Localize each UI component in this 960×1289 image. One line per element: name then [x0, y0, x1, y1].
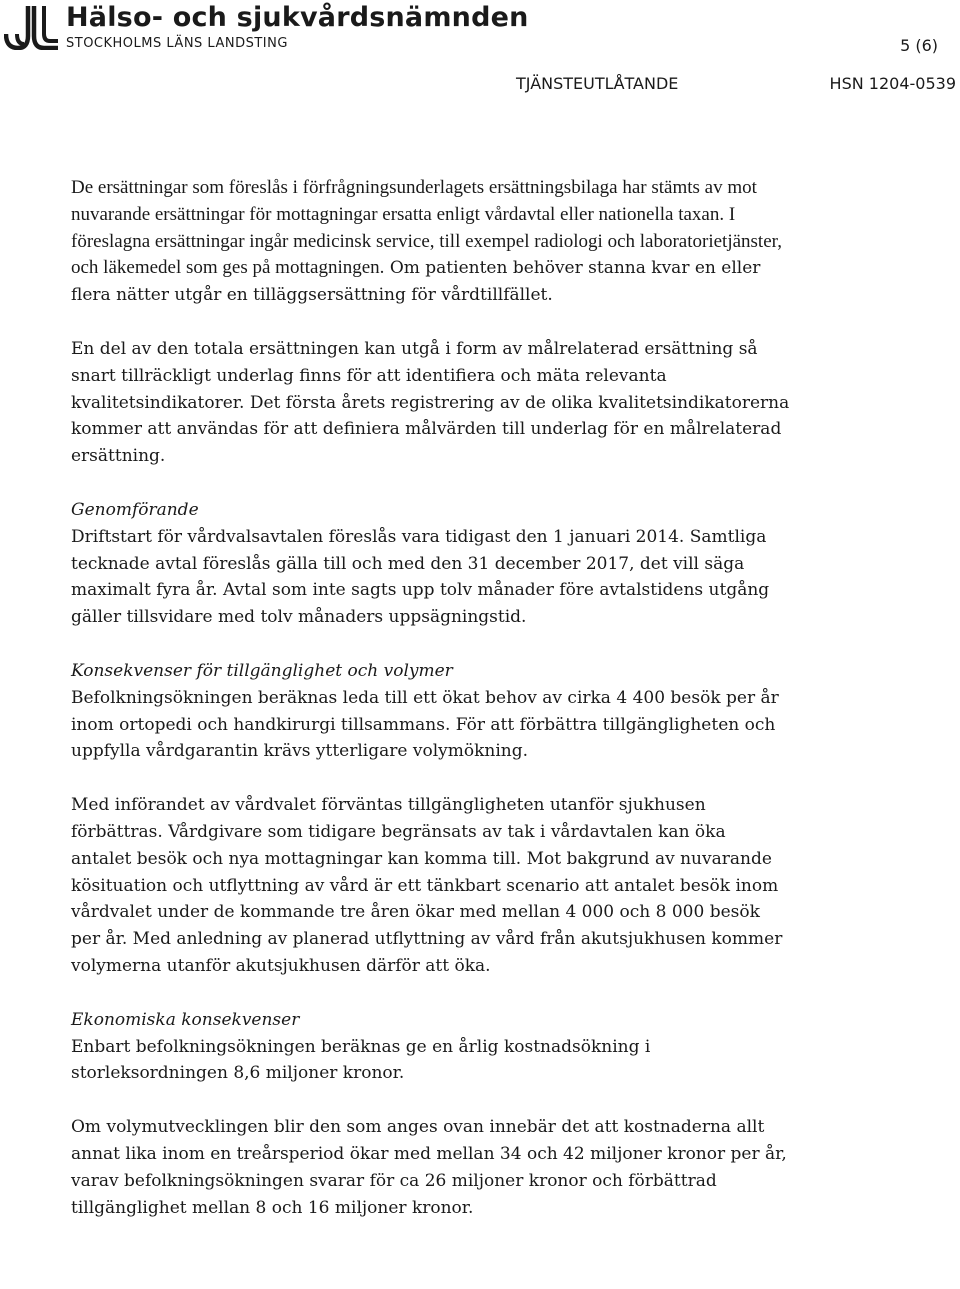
document-type: TJÄNSTEUTLÅTANDE [516, 74, 679, 93]
paragraph-befolkning: Befolkningsökningen beräknas leda till ett ökat behov av cirka 4 400 besök per år inom ortopedi och handkirurgi tillsammans. För att förbättra tillgängligheten och uppfylla vårdgarantin krävs ytterligare volymökning. [71, 687, 779, 762]
paragraph-volymutveckling: Om volymutvecklingen blir den som anges ovan innebär det att kostnaderna allt annat lika inom en treårsperiod ökar med mellan 34 och 42 miljoner kronor per år, varav befolkningsökningen svarar för ca 26 miljoner kronor och förbättrad tillgänglighet mellan 8 och 16 miljoner kronor. [71, 1117, 787, 1218]
org-subtitle: STOCKHOLMS LÄNS LANDSTING [66, 36, 288, 51]
paragraph-ersattningar [71, 175, 791, 309]
heading-konsekvenser: Konsekvenser för tillgänglighet och volymer [71, 660, 453, 681]
page-number: 5 (6) [900, 36, 938, 55]
paragraph-lede: De ersättningar som föreslås i förfrågningsunderlagets ersättningsbilaga har stämts av mot nuvarande ersättningar för mottagningar ersatta enligt vårdavtal eller nationella taxan. I föreslagna ersättningar ingår medicinsk service, till exempel radiologi och laboratorietjänster, och läkemedel som ges på mottagningen. [71, 177, 782, 279]
document-id: HSN 1204-0539 [829, 74, 956, 93]
org-name: Hälso- och sjukvårdsnämnden [66, 2, 529, 33]
heading-genomforande: Genomförande [71, 499, 199, 520]
paragraph-kostnadsokning: Enbart befolkningsökningen beräknas ge en årlig kostnadsökning i storleksordningen 8,6 miljoner kronor. [71, 1036, 651, 1084]
heading-ekonomiska: Ekonomiska konsekvenser [71, 1009, 300, 1030]
paragraph-genomforande: Driftstart för vårdvalsavtalen föreslås vara tidigast den 1 januari 2014. Samtliga tecknade avtal föreslås gälla till och med den 31 december 2017, det vill säga maximalt fyra år. Avtal som inte sagts upp tolv månader före avtalstidens utgång gäller tillsvidare med tolv månaders uppsägningstid. [71, 526, 770, 628]
landsting-logo-icon [4, 4, 60, 50]
paragraph-continuation: Om patienten behöver stanna kvar en eller flera nätter utgår en tilläggsersättning för vårdtillfället. [71, 258, 761, 306]
paragraph-vardvalet: Med införandet av vårdvalet förväntas tillgängligheten utanför sjukhusen förbättras. Vårdgivare som tidigare begränsats av tak i vårdavtalen kan öka antalet besök och nya mottagningar kan komma till. Mot bakgrund av nuvarande kösituation och utflyttning av vård är ett tänkbart scenario att antalet besök inom vårdvalet under de kommande tre åren ökar med mellan 4 000 och 8 000 besök per år. Med anledning av planerad utflyttning av vård från akutsjukhusen kommer volymerna utanför akutsjukhusen därför att öka. [71, 795, 783, 976]
document-header [0, 0, 960, 110]
document-body [71, 175, 791, 1221]
paragraph-malrelaterad: En del av den totala ersättningen kan utgå i form av målrelaterad ersättning så snart tillräckligt underlag finns för att identifiera och mäta relevanta kvalitetsindikatorer. Det första årets registrering av de olika kvalitetsindikatorerna kommer att användas för att definiera målvärden till underlag för en målrelaterad ersättning. [71, 338, 790, 467]
